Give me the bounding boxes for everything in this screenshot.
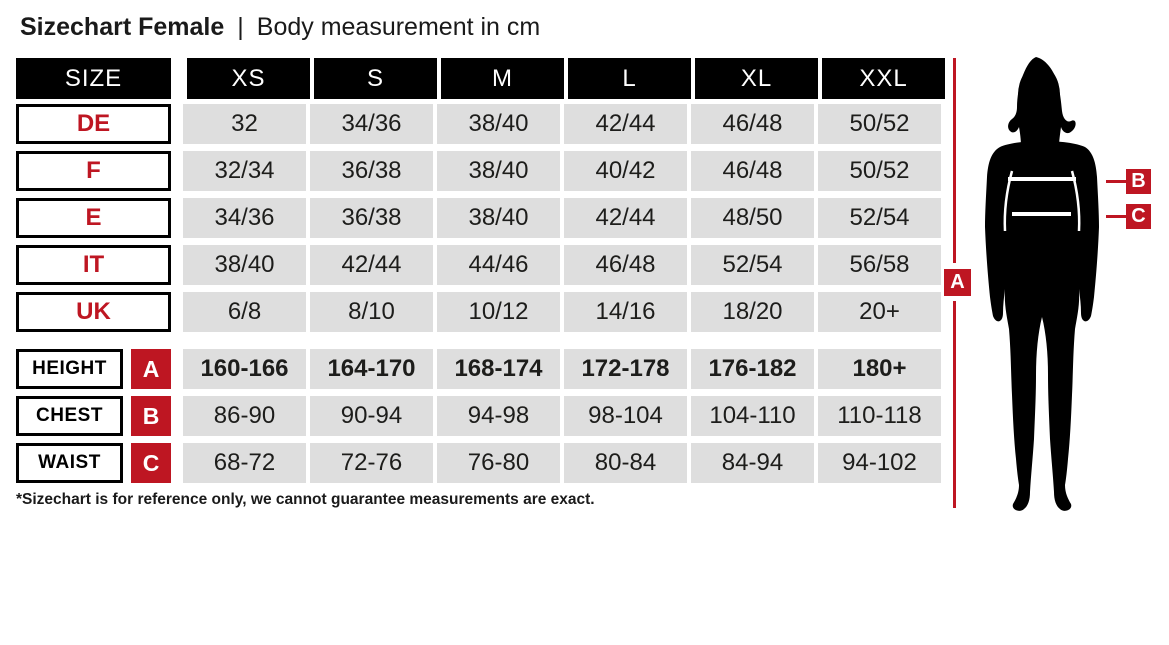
row-label-e: E [16, 198, 171, 238]
marker-a-square: A [131, 349, 171, 389]
height-line-top [953, 58, 956, 263]
cell-de-s: 34/36 [310, 104, 433, 144]
marker-c-badge: C [1126, 204, 1151, 229]
cell-e-l: 42/44 [564, 198, 687, 238]
cell-waist-m: 76-80 [437, 443, 560, 483]
cell-height-xl: 176-182 [691, 349, 814, 389]
cell-e-xs: 34/36 [183, 198, 306, 238]
header-cell-xl: XL [695, 58, 818, 99]
cell-it-l: 46/48 [564, 245, 687, 285]
cell-uk-l: 14/16 [564, 292, 687, 332]
footnote: *Sizechart is for reference only, we cannot guarantee measurements are exact. [16, 491, 595, 508]
cell-it-s: 42/44 [310, 245, 433, 285]
size-row-uk [16, 292, 945, 332]
cell-chest-xs: 86-90 [183, 396, 306, 436]
height-line-bottom [953, 301, 956, 508]
cell-waist-xl: 84-94 [691, 443, 814, 483]
measurement-row-waist [16, 443, 945, 483]
row-label-it: IT [16, 245, 171, 285]
cell-waist-l: 80-84 [564, 443, 687, 483]
measurement-label-wrap-waist [16, 443, 171, 483]
marker-a-badge: A [944, 269, 971, 296]
cell-e-xl: 48/50 [691, 198, 814, 238]
row-label-uk: UK [16, 292, 171, 332]
marker-b-badge: B [1126, 169, 1151, 194]
cell-chest-xxl: 110-118 [818, 396, 941, 436]
row-label-de: DE [16, 104, 171, 144]
table-header-row [16, 58, 945, 99]
measurement-label-wrap-chest [16, 396, 171, 436]
cell-height-s: 164-170 [310, 349, 433, 389]
female-figure-silhouette [975, 55, 1125, 515]
cell-chest-m: 94-98 [437, 396, 560, 436]
marker-c-square: C [131, 443, 171, 483]
header-cell-m: M [441, 58, 564, 99]
cell-uk-xl: 18/20 [691, 292, 814, 332]
row-label-waist: WAIST [16, 443, 123, 483]
row-label-f: F [16, 151, 171, 191]
row-label-height: HEIGHT [16, 349, 123, 389]
header-cell-l: L [568, 58, 691, 99]
cell-chest-s: 90-94 [310, 396, 433, 436]
size-row-e [16, 198, 945, 238]
cell-f-l: 40/42 [564, 151, 687, 191]
header-cell-xs: XS [187, 58, 310, 99]
size-row-f [16, 151, 945, 191]
chest-pointer-line [1106, 180, 1126, 183]
cell-height-xs: 160-166 [183, 349, 306, 389]
cell-waist-xxl: 94-102 [818, 443, 941, 483]
cell-de-xs: 32 [183, 104, 306, 144]
cell-e-xxl: 52/54 [818, 198, 941, 238]
cell-waist-xs: 68-72 [183, 443, 306, 483]
cell-f-xs: 32/34 [183, 151, 306, 191]
cell-it-xs: 38/40 [183, 245, 306, 285]
cell-f-s: 36/38 [310, 151, 433, 191]
header-cell-s: S [314, 58, 437, 99]
cell-uk-s: 8/10 [310, 292, 433, 332]
cell-f-m: 38/40 [437, 151, 560, 191]
cell-chest-l: 98-104 [564, 396, 687, 436]
figure-measure-lines [1005, 171, 1079, 231]
cell-e-m: 38/40 [437, 198, 560, 238]
cell-it-xxl: 56/58 [818, 245, 941, 285]
cell-f-xxl: 50/52 [818, 151, 941, 191]
cell-de-m: 38/40 [437, 104, 560, 144]
cell-height-xxl: 180+ [818, 349, 941, 389]
cell-uk-xs: 6/8 [183, 292, 306, 332]
size-row-de [16, 104, 945, 144]
sizechart-table [16, 58, 945, 483]
cell-chest-xl: 104-110 [691, 396, 814, 436]
header-cell-size: SIZE [16, 58, 171, 99]
cell-height-m: 168-174 [437, 349, 560, 389]
marker-b-square: B [131, 396, 171, 436]
title-secondary: Body measurement in cm [256, 13, 541, 41]
cell-waist-s: 72-76 [310, 443, 433, 483]
cell-de-l: 42/44 [564, 104, 687, 144]
cell-height-l: 172-178 [564, 349, 687, 389]
cell-e-s: 36/38 [310, 198, 433, 238]
cell-uk-m: 10/12 [437, 292, 560, 332]
cell-uk-xxl: 20+ [818, 292, 941, 332]
measurement-row-chest [16, 396, 945, 436]
cell-de-xl: 46/48 [691, 104, 814, 144]
page-title [20, 13, 540, 42]
title-separator: | [237, 13, 244, 41]
header-cell-xxl: XXL [822, 58, 945, 99]
measurement-label-wrap-height [16, 349, 171, 389]
size-row-it [16, 245, 945, 285]
measurement-row-height [16, 349, 945, 389]
cell-it-xl: 52/54 [691, 245, 814, 285]
waist-pointer-line [1106, 215, 1126, 218]
title-primary: Sizechart Female [20, 13, 225, 41]
cell-de-xxl: 50/52 [818, 104, 941, 144]
cell-f-xl: 46/48 [691, 151, 814, 191]
cell-it-m: 44/46 [437, 245, 560, 285]
row-label-chest: CHEST [16, 396, 123, 436]
